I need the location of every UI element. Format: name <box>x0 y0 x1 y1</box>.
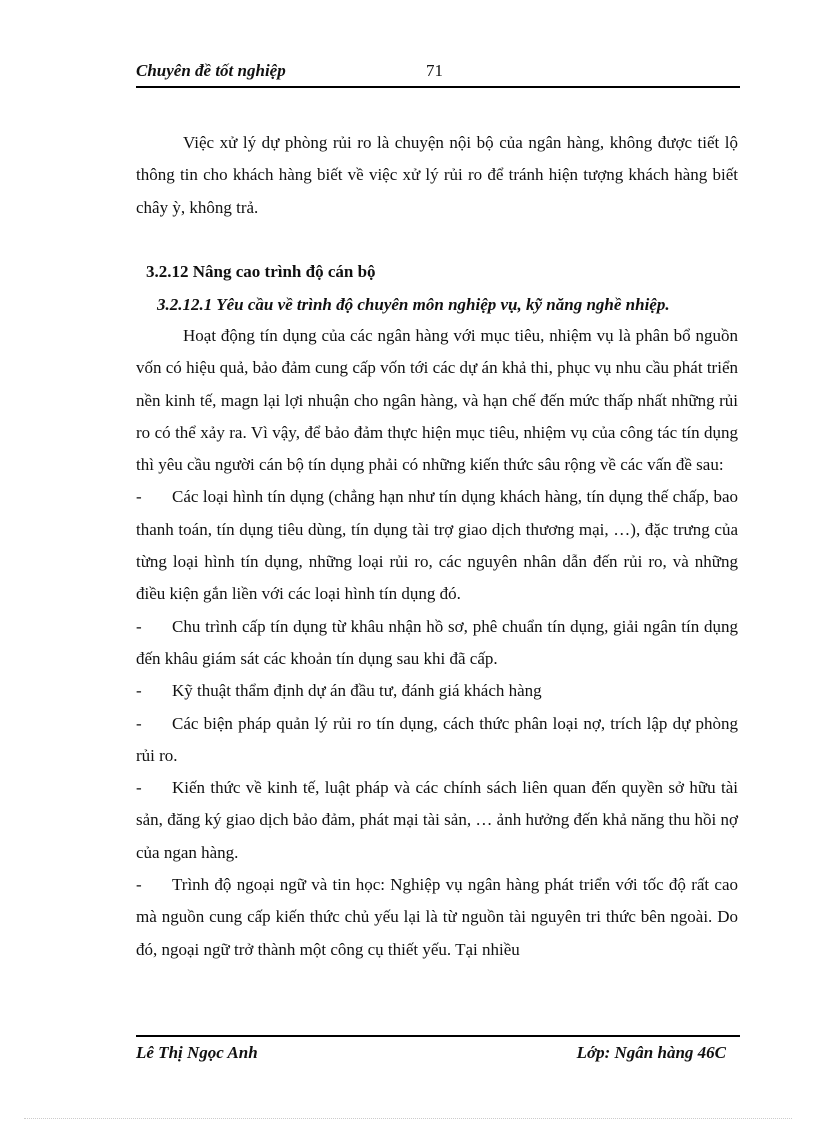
bullet-dash: - <box>136 778 142 798</box>
bullet-text: Kỹ thuật thẩm định dự án đầu tư, đánh giá khách hàng <box>172 681 542 701</box>
bullet-dash: - <box>136 616 142 636</box>
document-title: Chuyên đề tốt nghiệp <box>136 61 286 80</box>
bullet-dash: - <box>136 875 142 895</box>
page-bottom-dotted-divider <box>24 1118 792 1119</box>
intro-paragraph: Việc xử lý dự phòng rủi ro là chuyện nội bộ của ngân hàng, không được tiết lộ thông tin cho khách hàng biết về việc xử lý rủi ro để tránh hiện tượng khách hàng biết chây ỳ, không trả. <box>136 133 738 217</box>
list-item <box>136 611 738 676</box>
bullet-text: Các loại hình tín dụng (chẳng hạn như tín dụng khách hàng, tín dụng thế chấp, bao thanh toán, tín dụng tiêu dùng, tín dụng tài trợ giao dịch thương mại, …), đặc trưng của từng loại hình tín dụng, những loại rủi ro, các nguyên nhân dẫn đến rủi ro, và những điều kiện gắn liền với các loại hình tín dụng đó. <box>136 487 738 604</box>
bullet-text: Kiến thức về kinh tế, luật pháp và các chính sách liên quan đến quyền sở hữu tài sản, đăng ký giao dịch bảo đảm, phát mại tài sản, … ảnh hưởng đến khả năng thu hồi nợ của ngan hàng. <box>136 778 738 862</box>
bullet-dash: - <box>136 487 142 507</box>
bullet-dash: - <box>136 681 142 701</box>
section-heading: 3.2.12 Nâng cao trình độ cán bộ <box>146 262 376 281</box>
list-item <box>136 481 738 610</box>
page-header <box>136 60 740 88</box>
list-item <box>136 675 738 707</box>
class-label: Lớp: Ngân hàng 46C <box>576 1043 726 1062</box>
intro-paragraph-block <box>136 127 738 224</box>
bullet-text: Chu trình cấp tín dụng từ khâu nhận hồ sơ, phê chuẩn tín dụng, giải ngân tín dụng đến khâu giám sát các khoản tín dụng sau khi đã cấp. <box>136 616 738 668</box>
main-paragraph: Hoạt động tín dụng của các ngân hàng với mục tiêu, nhiệm vụ là phân bổ nguồn vốn có hiệu quả, bảo đảm cung cấp vốn tới các dự án khả thi, phục vụ nhu cầu phát triển nền kinh tế, magn lại lợi nhuận cho ngân hàng, và hạn chế đến mức thấp nhất những rủi ro có thể xảy ra. Vì vậy, để bảo đảm thực hiện mục tiêu, nhiệm vụ của công tác tín dụng thì yêu cầu người cán bộ tín dụng phải có những kiến thức sâu rộng về các vấn đề sau: <box>136 326 738 475</box>
list-item <box>136 869 738 966</box>
main-content <box>136 320 738 966</box>
bullet-dash: - <box>136 713 142 733</box>
list-item <box>136 772 738 869</box>
list-item <box>136 708 738 773</box>
author-name: Lê Thị Ngọc Anh <box>136 1043 258 1062</box>
page-footer <box>136 1035 740 1067</box>
bullet-text: Các biện pháp quản lý rủi ro tín dụng, cách thức phân loại nợ, trích lập dự phòng rủi ro. <box>136 713 738 765</box>
page-number: 71 <box>426 61 443 80</box>
bullet-text: Trình độ ngoại ngữ và tin học: Nghiệp vụ ngân hàng phát triển với tốc độ rất cao mà nguồn cung cấp kiến thức chủ yếu lại là từ nguồn tài nguyên tri thức bên ngoài. Do đó, ngoại ngữ trở thành một công cụ thiết yếu. Tại nhiều <box>136 875 738 959</box>
subsection-heading: 3.2.12.1 Yêu cầu về trình độ chuyên môn nghiệp vụ, kỹ năng nghề nhiệp. <box>157 295 670 314</box>
